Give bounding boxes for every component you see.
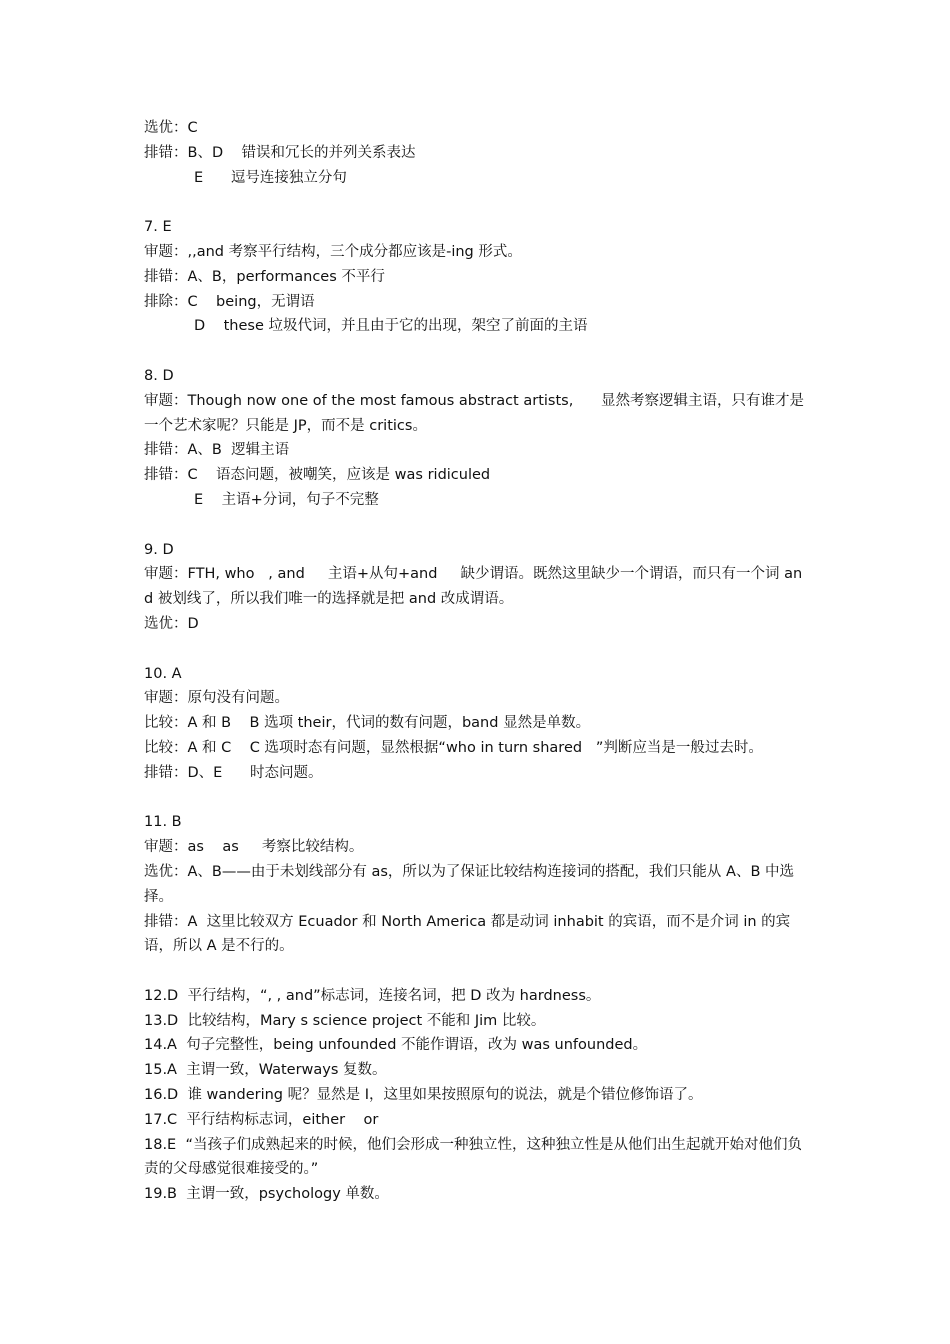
text-line: 审题：FTH, who , and 主语+从句+and 缺少谓语。既然这里缺少一个谓语，而只有一个词 and 被划线了，所以我们唯一的选择就是把 and 改成谓语。 [144, 566, 803, 608]
text-line: 选优：C [144, 120, 198, 136]
text-line: 11. B [144, 814, 182, 831]
paragraph-gap [144, 959, 808, 984]
text-line: E 逗号连接独立分句 [194, 169, 347, 186]
text-line: 7. E [144, 219, 172, 236]
text-line: 排错：C 语态问题，被嘲笑，应该是 was ridiculed [144, 467, 491, 484]
paragraph-gap [144, 513, 808, 538]
text-line: 10. A [144, 665, 182, 682]
text-line: 审题：as as 考察比较结构。 [144, 839, 364, 856]
document-page [144, 116, 808, 1207]
answer-block [144, 662, 808, 786]
answer-block [144, 810, 808, 959]
text-line: 审题：Though now one of the most famous abstract artists, 显然考察逻辑主语，只有谁才是一个艺术家呢？只能是 JP，而不是 critics。 [144, 392, 804, 434]
text-line: 12.D 平行结构，“, , and”标志词，连接名词，把 D 改为 hardness。 [144, 987, 601, 1004]
text-line: 16.D 谁 wandering 呢？显然是 I，这里如果按照原句的说法，就是个错位修饰语了。 [144, 1087, 703, 1104]
text-line: 8. D [144, 367, 174, 384]
text-line: 选优：D [144, 615, 199, 632]
text-line: 17.C 平行结构标志词，either or [144, 1111, 379, 1128]
paragraph-gap [144, 786, 808, 811]
answer-block [144, 215, 808, 339]
text-line: 15.A 主谓一致，Waterways 复数。 [144, 1062, 387, 1079]
text-line: 排除：C being，无谓语 [144, 293, 315, 310]
paragraph-gap [144, 190, 808, 215]
text-line: D these 垃圾代词，并且由于它的出现，架空了前面的主语 [194, 318, 588, 335]
text-line: 审题：,,and 考察平行结构，三个成分都应该是-ing 形式。 [144, 243, 522, 260]
text-line: 排错：A 这里比较双方 Ecuador 和 North America 都是动词 inhabit 的宾语，而不是介词 in 的宾语，所以 A 是不行的。 [144, 913, 791, 955]
text-line: 排错：A、B，performances 不平行 [144, 268, 385, 285]
text-line: 14.A 句子完整性，being unfounded 不能作谓语，改为 was unfounded。 [144, 1037, 648, 1054]
text-line: 13.D 比较结构，Mary s science project 不能和 Jim 比较。 [144, 1012, 546, 1029]
paragraph-gap [144, 637, 808, 662]
paragraph-gap [144, 339, 808, 364]
text-line: 排错：D、E 时态问题。 [144, 764, 323, 781]
text-line: 排错：B、D 错误和冗长的并列关系表达 [144, 144, 416, 161]
text-line: 19.B 主谓一致，psychology 单数。 [144, 1186, 389, 1203]
text-line: 审题：原句没有问题。 [144, 690, 289, 707]
answer-block [144, 538, 808, 637]
answer-block [144, 984, 808, 1207]
text-line: 选优：A、B——由于未划线部分有 as，所以为了保证比较结构连接词的搭配，我们只能从 A、B 中选择。 [144, 863, 794, 905]
text-line: 比较：A 和 B B 选项 their，代词的数有问题，band 显然是单数。 [144, 715, 591, 732]
text-line: E 主语+分词，句子不完整 [194, 491, 379, 508]
text-line: 9. D [144, 541, 174, 558]
text-line: 排错：A、B 逻辑主语 [144, 442, 290, 459]
answer-block [144, 364, 808, 513]
text-line: 比较：A 和 C C 选项时态有问题，显然根据“who in turn shared ”判断应当是一般过去时。 [144, 739, 763, 756]
answer-block [144, 116, 808, 190]
text-line: 18.E “当孩子们成熟起来的时候，他们会形成一种独立性，这种独立性是从他们出生起就开始对他们负责的父母感觉很难接受的。” [144, 1136, 802, 1178]
